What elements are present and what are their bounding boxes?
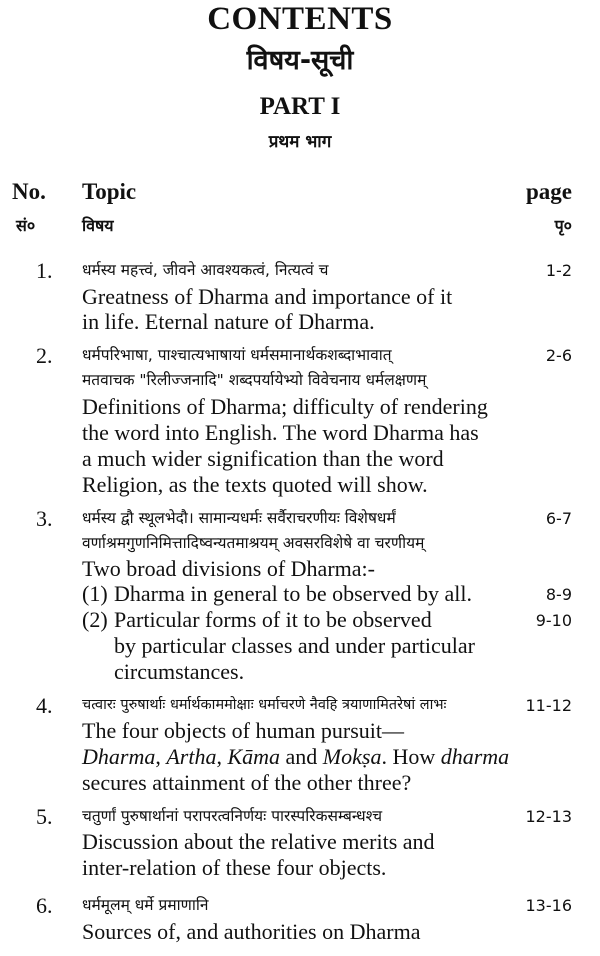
entry-hindi-line: धर्ममूलम् धर्मे प्रमाणानि xyxy=(82,896,209,914)
entry-pages: 13-16 xyxy=(525,896,572,915)
entry-hindi-line: वर्णाश्रमगुणनिमित्तादिष्वन्यतमाश्रयम् अवसरविशेषे वा चरणीयम् xyxy=(82,534,425,552)
column-header-topic: Topic xyxy=(82,179,137,204)
entry-english-line: in life. Eternal nature of Dharma. xyxy=(82,309,375,334)
entry-english-line: Definitions of Dharma; difficulty of rendering xyxy=(82,394,488,419)
entry-english-line: the word into English. The word Dharma has xyxy=(82,420,479,445)
entry-english-line: Greatness of Dharma and importance of it xyxy=(82,284,453,309)
entry-pages: 2-6 xyxy=(545,346,572,365)
subitem-text: by particular classes and under particular xyxy=(114,633,476,658)
entry-number: 2. xyxy=(36,343,53,368)
entry-pages: 6-7 xyxy=(545,509,572,528)
entry-english-line: Dharma, Artha, Kāma and Mokṣa. How dharma xyxy=(82,744,510,769)
entry-number: 1. xyxy=(36,258,53,283)
column-header-no: No. xyxy=(12,179,46,204)
page-title: CONTENTS xyxy=(207,1,393,37)
entry-english-line: Discussion about the relative merits and xyxy=(82,829,435,854)
entry-number: 6. xyxy=(36,893,53,918)
part-heading-hindi: प्रथम भाग xyxy=(268,132,332,152)
entry-hindi-line: धर्मस्य द्वौ स्थूलभेदौ। सामान्यधर्मः सर्वैराचरणीयः विशेषधर्मं xyxy=(82,509,396,527)
entry-pages: 11-12 xyxy=(525,696,572,715)
entry-hindi-line: धर्मस्य महत्त्वं, जीवने आवश्यकत्वं, नित्यत्वं च xyxy=(82,261,329,279)
subitem-label: (1) xyxy=(82,581,108,606)
entry-pages: 1-2 xyxy=(545,261,572,280)
entry-number: 3. xyxy=(36,506,53,531)
column-header-topic-hindi: विषय xyxy=(82,216,114,235)
entry-english-line: The four objects of human pursuit— xyxy=(82,718,404,743)
entry-english-line: secures attainment of the other three? xyxy=(82,770,412,795)
entry-hindi-line: चतुर्णां पुरुषार्थानां परापरत्वनिर्णयः पारस्परिकसम्बन्धश्च xyxy=(82,807,383,825)
subitem-pages: 8-9 xyxy=(545,585,572,604)
entry-hindi-line: चत्वारः पुरुषार्थाः धर्मार्थकाममोक्षाः धर्माचरणे नैवहि त्रयाणामितरेषां लाभः xyxy=(82,697,447,713)
column-header-no-hindi: सं० xyxy=(16,216,36,235)
column-header-page-hindi: पृ० xyxy=(554,216,572,235)
part-heading: PART I xyxy=(259,93,341,120)
entry-english-line: a much wider signification than the word xyxy=(82,446,444,471)
subitem-text: Particular forms of it to be observed xyxy=(114,607,432,632)
entry-number: 4. xyxy=(36,693,53,718)
subitem-label: (2) xyxy=(82,607,108,632)
column-header-page: page xyxy=(526,179,572,204)
entry-english-line: Religion, as the texts quoted will show. xyxy=(82,472,428,497)
subitem-pages: 9-10 xyxy=(535,611,572,630)
entry-english-line: inter-relation of these four objects. xyxy=(82,855,387,880)
entry-pages: 12-13 xyxy=(525,807,572,826)
page-title-hindi: विषय-सूची xyxy=(246,45,354,76)
subitem-text: Dharma in general to be observed by all. xyxy=(114,581,472,606)
entry-number: 5. xyxy=(36,804,53,829)
subitem-text: circumstances. xyxy=(114,659,245,684)
entry-hindi-line: मतवाचक "रिलीज्जनादि" शब्दपर्यायेभ्यो विवेचनाय धर्मलक्षणम् xyxy=(82,371,427,389)
entry-hindi-line: धर्मपरिभाषा, पाश्चात्यभाषायां धर्मसमानार्थकशब्दाभावात् xyxy=(82,346,392,364)
entry-english-line: Two broad divisions of Dharma:- xyxy=(82,556,375,581)
entry-english-line: Sources of, and authorities on Dharma xyxy=(82,919,421,944)
